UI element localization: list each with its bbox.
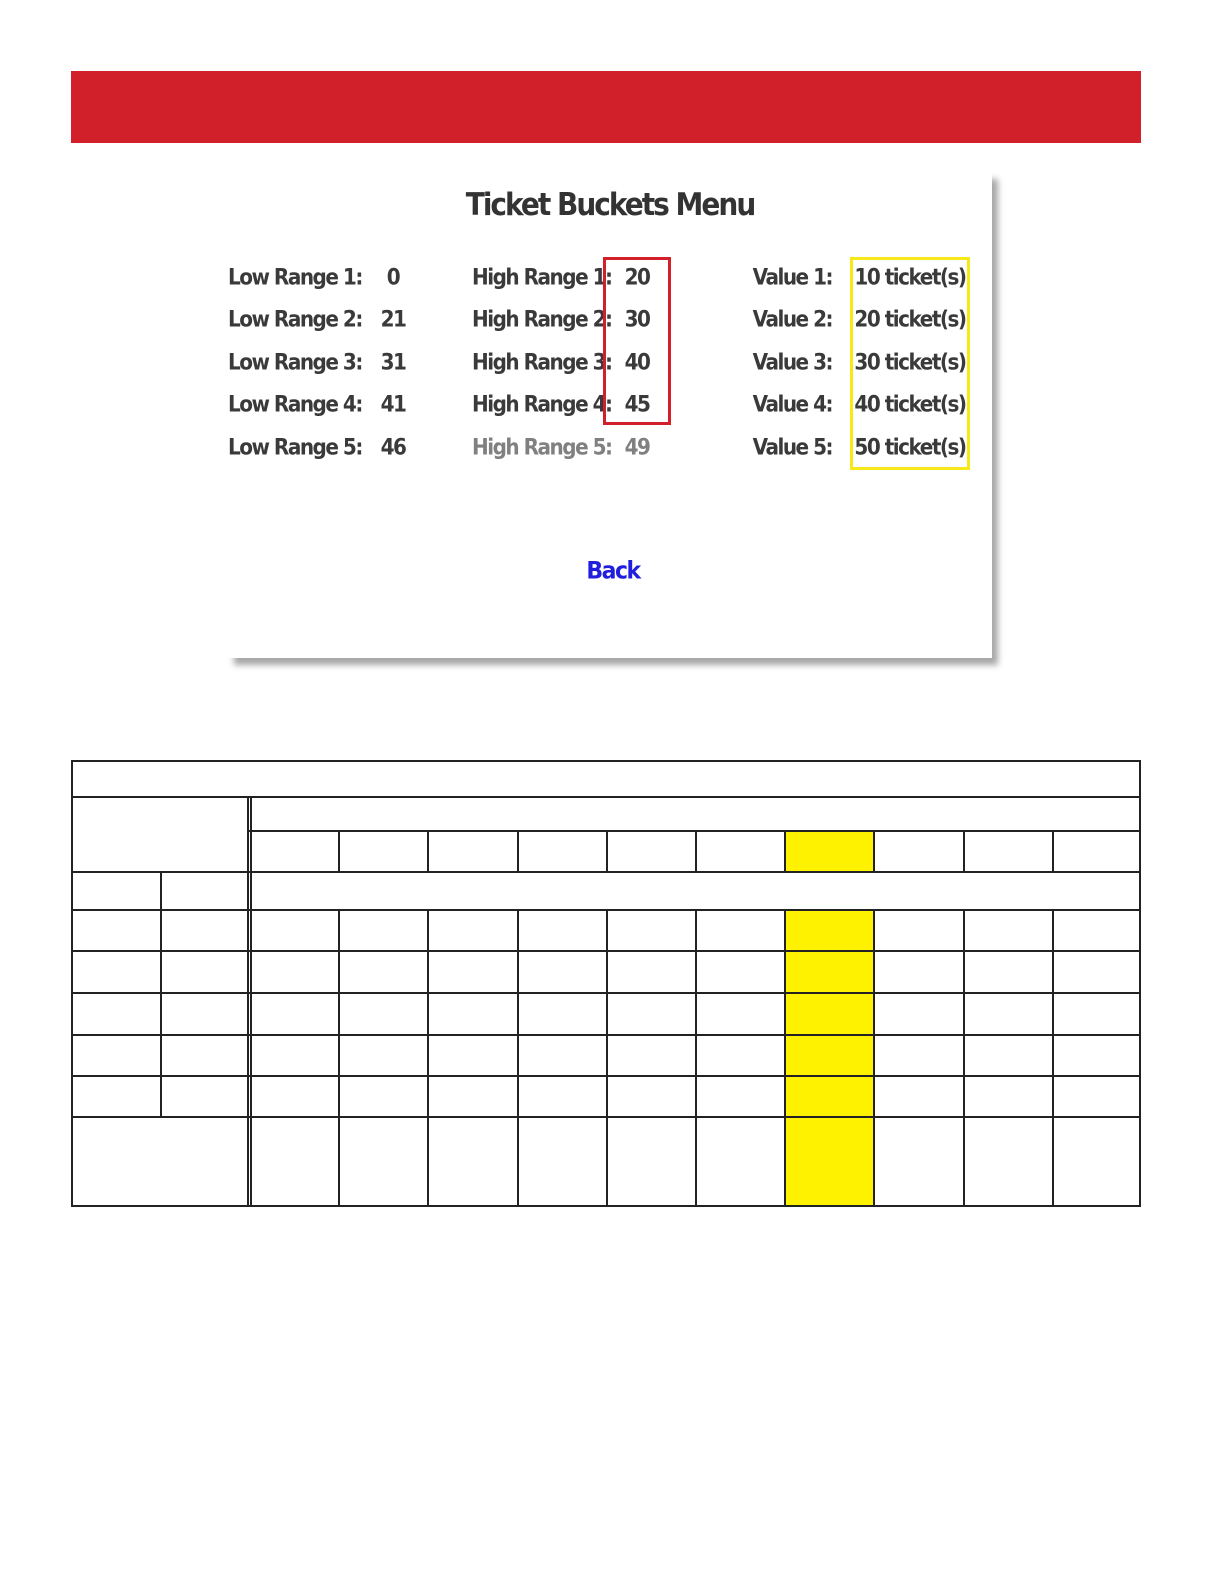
value-4-label: Value 4: [752,390,832,418]
table-vline-body [784,909,786,1207]
value-5-value[interactable]: 50 ticket(s) [854,433,966,461]
table-vline-body [517,909,519,1207]
high-range-1-value[interactable]: 20 [624,263,650,291]
table-vline-header [517,830,519,871]
table-vline-body [873,909,875,1207]
low-range-2-value[interactable]: 21 [380,305,406,333]
ticket-bucket-table [71,760,1141,1207]
table-border-top [71,760,1141,762]
low-range-3-value[interactable]: 31 [380,348,406,376]
low-range-2-label: Low Range 2: [228,305,362,333]
high-range-highlight-box [603,257,671,425]
value-1-value[interactable]: 10 ticket(s) [854,263,966,291]
high-range-5-label: High Range 5: [472,433,612,461]
value-4-value[interactable]: 40 ticket(s) [854,390,966,418]
high-range-3-value[interactable]: 40 [624,348,650,376]
table-vline-header [606,830,608,871]
low-range-5-value[interactable]: 46 [380,433,406,461]
low-range-4-label: Low Range 4: [228,390,362,418]
low-range-5-label: Low Range 5: [228,433,362,461]
menu-title: Ticket Buckets Menu [465,186,755,223]
value-5-label: Value 5: [752,433,832,461]
high-range-2-value[interactable]: 30 [624,305,650,333]
table-hline [71,796,1141,798]
table-vline-header [873,830,875,871]
ticket-buckets-menu-panel [228,172,992,658]
table-vline-label-split [160,871,162,1116]
value-2-value[interactable]: 20 ticket(s) [854,305,966,333]
table-border-left [71,760,73,1207]
table-vline-body [427,909,429,1207]
low-range-4-value[interactable]: 41 [380,390,406,418]
low-range-3-label: Low Range 3: [228,348,362,376]
value-highlight-box [850,257,970,470]
high-range-3-label: High Range 3: [472,348,612,376]
table-vline-header [338,830,340,871]
value-1-label: Value 1: [752,263,832,291]
table-vline-body [963,909,965,1207]
high-range-1-label: High Range 1: [472,263,612,291]
table-vline-body [1052,909,1054,1207]
table-vline-header [784,830,786,871]
back-button[interactable]: Back [586,557,640,586]
value-2-label: Value 2: [752,305,832,333]
table-vline-header [695,830,697,871]
table-border-right [1139,760,1141,1207]
high-range-5-value: 49 [624,433,650,461]
value-3-value[interactable]: 30 ticket(s) [854,348,966,376]
table-vline-header [427,830,429,871]
table-vline-divider [247,796,249,1207]
table-vline-body [606,909,608,1207]
header-bar [71,71,1141,143]
table-vline-body [695,909,697,1207]
high-range-2-label: High Range 2: [472,305,612,333]
table-vline-header [1052,830,1054,871]
high-range-4-value[interactable]: 45 [624,390,650,418]
low-range-1-label: Low Range 1: [228,263,362,291]
highlight-column-cells [784,909,873,1207]
table-vline-header [963,830,965,871]
highlight-header-cell [784,830,873,871]
low-range-1-value[interactable]: 0 [386,263,400,291]
table-vline-body [338,909,340,1207]
table-hline [71,871,1141,873]
table-vline-divider [250,796,252,1207]
high-range-4-label: High Range 4: [472,390,612,418]
value-3-label: Value 3: [752,348,832,376]
